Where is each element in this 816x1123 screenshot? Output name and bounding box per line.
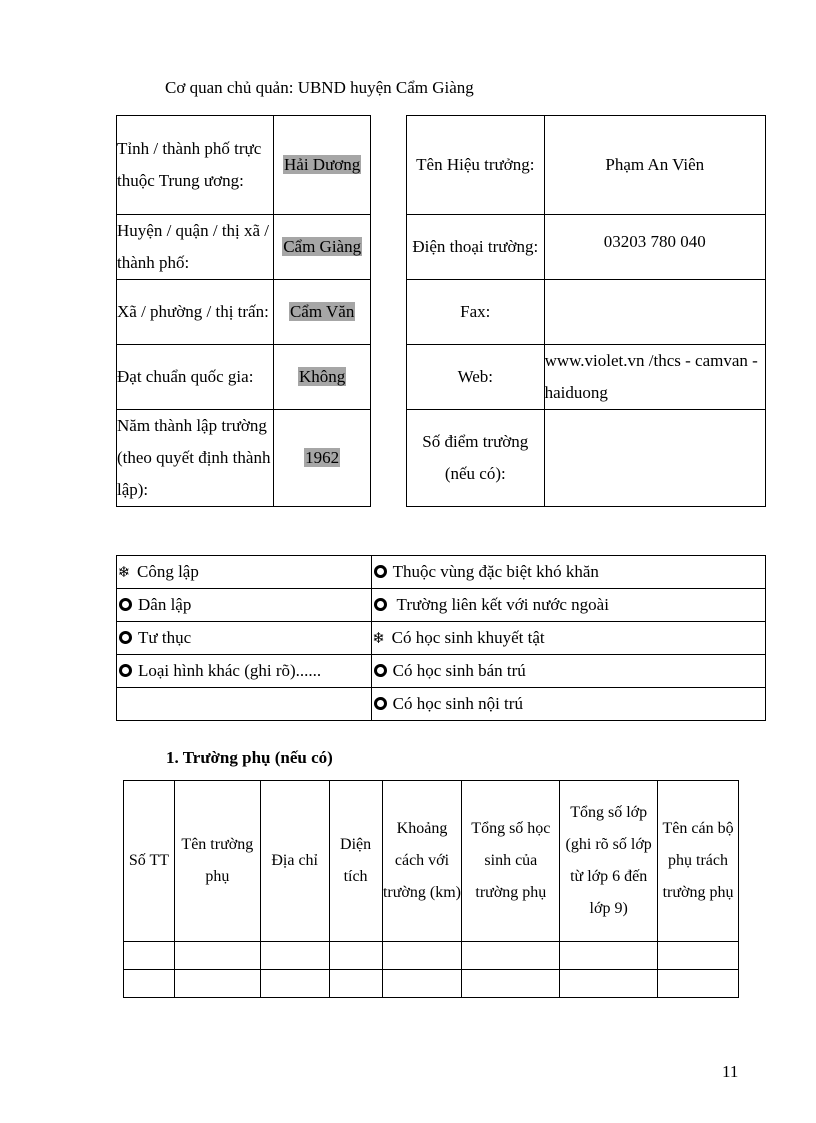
table-row bbox=[117, 589, 766, 622]
table-row bbox=[117, 688, 766, 721]
column-header: Tên trường phụ bbox=[174, 781, 260, 942]
commune-label: Xã / phường / thị trấn: bbox=[117, 280, 274, 345]
commune-value: Cẩm Văn bbox=[289, 302, 355, 321]
founding-year-label: Năm thành lập trường (theo quyết định thành lập): bbox=[117, 410, 274, 507]
semi-boarding-label: Có học sinh bán trú bbox=[392, 661, 526, 680]
radio-icon bbox=[119, 664, 132, 677]
table-row bbox=[117, 410, 371, 507]
fax-label: Fax: bbox=[407, 280, 545, 345]
table-row bbox=[407, 410, 766, 507]
special-area-label: Thuộc vùng đặc biệt khó khăn bbox=[392, 562, 599, 581]
table-row bbox=[117, 655, 766, 688]
radio-icon bbox=[374, 664, 387, 677]
boarding-label: Có học sinh nội trú bbox=[392, 694, 523, 713]
principal-value: Phạm An Viên bbox=[544, 116, 765, 215]
fax-value bbox=[544, 280, 765, 345]
table-row bbox=[407, 280, 766, 345]
table-row bbox=[124, 942, 739, 970]
principal-label: Tên Hiệu trưởng: bbox=[407, 116, 545, 215]
right-info-table bbox=[406, 115, 766, 507]
snowflake-icon: ❄ bbox=[117, 563, 131, 581]
web-value: www.violet.vn /thcs - camvan - haiduong bbox=[544, 345, 765, 410]
table-row bbox=[407, 345, 766, 410]
table-row bbox=[117, 280, 371, 345]
column-header: Tên cán bộ phụ trách trường phụ bbox=[658, 781, 739, 942]
phone-value: 03203 780 040 bbox=[544, 215, 765, 280]
column-header: Diện tích bbox=[329, 781, 382, 942]
type-other-label: Loại hình khác (ghi rõ)...... bbox=[138, 661, 322, 680]
type-public-label: Công lập bbox=[137, 562, 199, 581]
radio-icon bbox=[374, 565, 387, 578]
empty-cell bbox=[117, 688, 372, 721]
column-header: Tổng số học sinh của trường phụ bbox=[462, 781, 560, 942]
province-label: Tỉnh / thành phố trực thuộc Trung ương: bbox=[117, 116, 274, 215]
province-value: Hải Dương bbox=[284, 155, 361, 174]
school-points-value bbox=[544, 410, 765, 507]
table-header-row bbox=[124, 781, 739, 942]
web-label: Web: bbox=[407, 345, 545, 410]
founding-year-value: 1962 bbox=[305, 448, 340, 467]
type-private-label: Tư thục bbox=[138, 628, 192, 647]
column-header: Khoảng cách với trường (km) bbox=[382, 781, 462, 942]
table-row bbox=[407, 215, 766, 280]
radio-icon bbox=[374, 598, 387, 611]
national-standard-value: Không bbox=[299, 367, 346, 386]
district-value: Cẩm Giàng bbox=[283, 237, 362, 256]
school-points-label: Số điểm trường (nếu có): bbox=[407, 410, 545, 507]
table-row bbox=[117, 215, 371, 280]
table-row bbox=[117, 345, 371, 410]
left-info-table bbox=[116, 115, 371, 507]
district-label: Huyện / quận / thị xã / thành phố: bbox=[117, 215, 274, 280]
type-semi-public-label: Dân lập bbox=[138, 595, 192, 614]
table-row bbox=[117, 116, 371, 215]
phone-label: Điện thoại trường: bbox=[407, 215, 545, 280]
national-standard-label: Đạt chuẩn quốc gia: bbox=[117, 345, 274, 410]
section-title: 1. Trường phụ (nếu có) bbox=[166, 748, 333, 767]
agency-line: Cơ quan chủ quản: UBND huyện Cẩm Giàng bbox=[165, 78, 474, 97]
radio-icon bbox=[119, 631, 132, 644]
table-row bbox=[407, 116, 766, 215]
column-header: Tổng số lớp (ghi rõ số lớp từ lớp 6 đến lớp 9) bbox=[560, 781, 658, 942]
foreign-link-label: Trường liên kết với nước ngoài bbox=[392, 595, 609, 614]
column-header: Địa chỉ bbox=[260, 781, 329, 942]
school-type-table bbox=[116, 555, 766, 721]
radio-icon bbox=[119, 598, 132, 611]
sub-school-table bbox=[123, 780, 739, 998]
table-row bbox=[117, 622, 766, 655]
radio-icon bbox=[374, 697, 387, 710]
snowflake-icon: ❄ bbox=[372, 629, 385, 647]
table-row bbox=[124, 970, 739, 998]
disabled-students-label: Có học sinh khuyết tật bbox=[391, 628, 545, 647]
page-number: 11 bbox=[722, 1062, 739, 1081]
table-row bbox=[117, 556, 766, 589]
column-header: Số TT bbox=[124, 781, 175, 942]
